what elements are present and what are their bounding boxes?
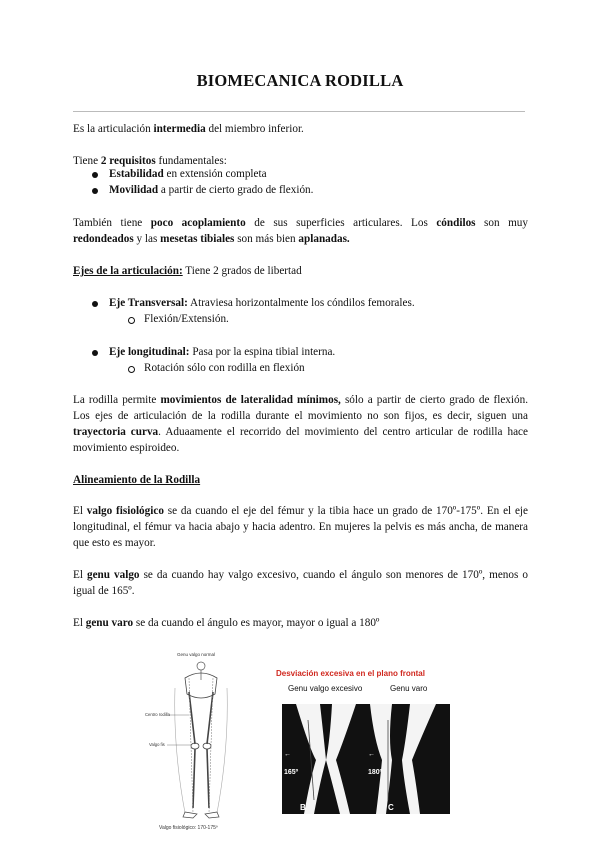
list-item-bold: Estabilidad <box>109 168 164 180</box>
lateralidad-paragraph <box>73 392 528 456</box>
valgo-skeleton-figure <box>145 648 257 834</box>
ejes-heading <box>73 263 528 279</box>
intro-text-end: del miembro inferior. <box>205 123 304 135</box>
text-run: El <box>73 569 87 581</box>
requisitos-text: Tiene <box>73 155 101 167</box>
text-run: de sus superficies articulares. Los <box>245 217 437 229</box>
deviation-angle-right: 180º <box>368 769 383 776</box>
arrow-left-icon: ← <box>284 751 291 758</box>
eje-transversal-text: Atraviesa horizontalmente los cóndilos femorales. <box>187 297 415 309</box>
text-run: se da cuando hay valgo excesivo, cuando el ángulo son menores de 170º, menos o igual de 165º. <box>73 569 528 597</box>
deviation-title: Desviación excesiva en el plano frontal <box>276 669 425 678</box>
text-run: se da cuando el ángulo es mayor, mayor o igual a 180º <box>133 617 380 629</box>
text-run: . Aduaamente el recorrido del movimiento del centro articular de rodilla hace movimiento espiroideo. <box>73 426 528 454</box>
bullet-icon <box>92 172 98 178</box>
eje-transversal-bold: Eje Transversal: <box>109 297 188 309</box>
genu-valgo-paragraph <box>73 567 528 599</box>
text-run: El <box>73 617 86 629</box>
ejes-heading-label: Ejes de la articulación: <box>73 265 183 277</box>
arrow-left-icon: ← <box>368 751 375 758</box>
list-item-bold: Movilidad <box>109 184 159 196</box>
deviation-letter-b: B <box>300 803 306 812</box>
intro-bold: intermedia <box>153 123 206 135</box>
title-divider <box>73 111 525 112</box>
list-item-text: a partir de cierto grado de flexión. <box>158 184 314 196</box>
eje-transversal-item <box>109 295 415 311</box>
eje-longitudinal-text: Pasa por la espina tibial interna. <box>189 346 336 358</box>
list-item-estabilidad <box>109 166 267 182</box>
acoplamiento-paragraph <box>73 215 528 247</box>
intro-paragraph <box>73 121 528 137</box>
text-run: se da cuando el eje del fémur y la tibia hace un grado de 170º-175º. En el eje longitudinal, el fémur va hacia abajo y hacia adentro. En mujeres la pelvis es más ancha, de manera que esto es mayor. <box>73 505 528 549</box>
genu-varo-paragraph <box>73 615 528 631</box>
bold-run: trayectoria curva <box>73 426 159 438</box>
alineamiento-heading-label: Alineamiento de la Rodilla <box>73 474 201 486</box>
deviation-letter-c: C <box>388 803 394 812</box>
skeleton-top-label: Genu valgo normal <box>177 652 216 657</box>
requisitos-text-end: fundamentales: <box>155 155 227 167</box>
list-item-movilidad <box>109 182 313 198</box>
bold-run: movimientos de lateralidad mínimos, <box>160 394 341 406</box>
skeleton-label-valgo: Valgo fis <box>149 742 165 747</box>
bold-run: cóndilos <box>436 217 476 229</box>
ejes-heading-text: Tiene 2 grados de libertad <box>182 265 302 277</box>
eje-longitudinal-sub: Rotación sólo con rodilla en flexión <box>144 362 305 374</box>
bold-run: poco acoplamiento <box>150 217 246 229</box>
text-run: y las <box>133 233 161 245</box>
bold-run: genu varo <box>85 617 134 629</box>
bullet-icon <box>92 301 98 307</box>
text-run: La rodilla permite <box>73 394 161 406</box>
eje-longitudinal-item <box>109 344 335 360</box>
page-title: BIOMECANICA RODILLA <box>196 71 404 90</box>
skeleton-drawing <box>145 648 257 834</box>
circle-bullet-icon <box>128 317 135 324</box>
text-run: son muy <box>475 217 528 229</box>
deviation-figure <box>270 660 460 818</box>
bold-run: redondeados <box>73 233 134 245</box>
deviation-drawing <box>270 660 460 818</box>
circle-bullet-icon <box>128 366 135 373</box>
text-run: sólo a partir de cierto grado de flexión. Los ejes de articulación de la rodilla durante el movimiento no son fijos, es decir, siguen una <box>73 394 528 422</box>
text-run: son más bien <box>234 233 299 245</box>
valgo-fisiologico-paragraph <box>73 503 528 551</box>
requisitos-bold: 2 requisitos <box>100 155 156 167</box>
intro-text: Es la articulación <box>73 123 154 135</box>
text-run: También tiene <box>73 217 151 229</box>
deviation-label-valgo: Genu valgo excesivo <box>288 684 363 693</box>
skeleton-label-centro: Centro rodilla <box>145 712 170 717</box>
bullet-icon <box>92 188 98 194</box>
bold-run: mesetas tibiales <box>160 233 235 245</box>
alineamiento-heading <box>73 472 528 488</box>
bold-run: genu valgo <box>87 569 140 581</box>
list-item-text: en extensión completa <box>163 168 267 180</box>
bold-run: aplanadas. <box>298 233 350 245</box>
bullet-icon <box>92 350 98 356</box>
eje-transversal-sub: Flexión/Extensión. <box>144 313 229 325</box>
text-run: El <box>73 505 87 517</box>
bold-run: valgo fisiológico <box>86 505 164 517</box>
skeleton-caption: Valgo fisiológico: 170-175º <box>159 825 218 831</box>
deviation-angle-left: 165º <box>284 769 299 776</box>
deviation-label-varo: Genu varo <box>390 684 428 693</box>
eje-longitudinal-bold: Eje longitudinal: <box>109 346 190 358</box>
